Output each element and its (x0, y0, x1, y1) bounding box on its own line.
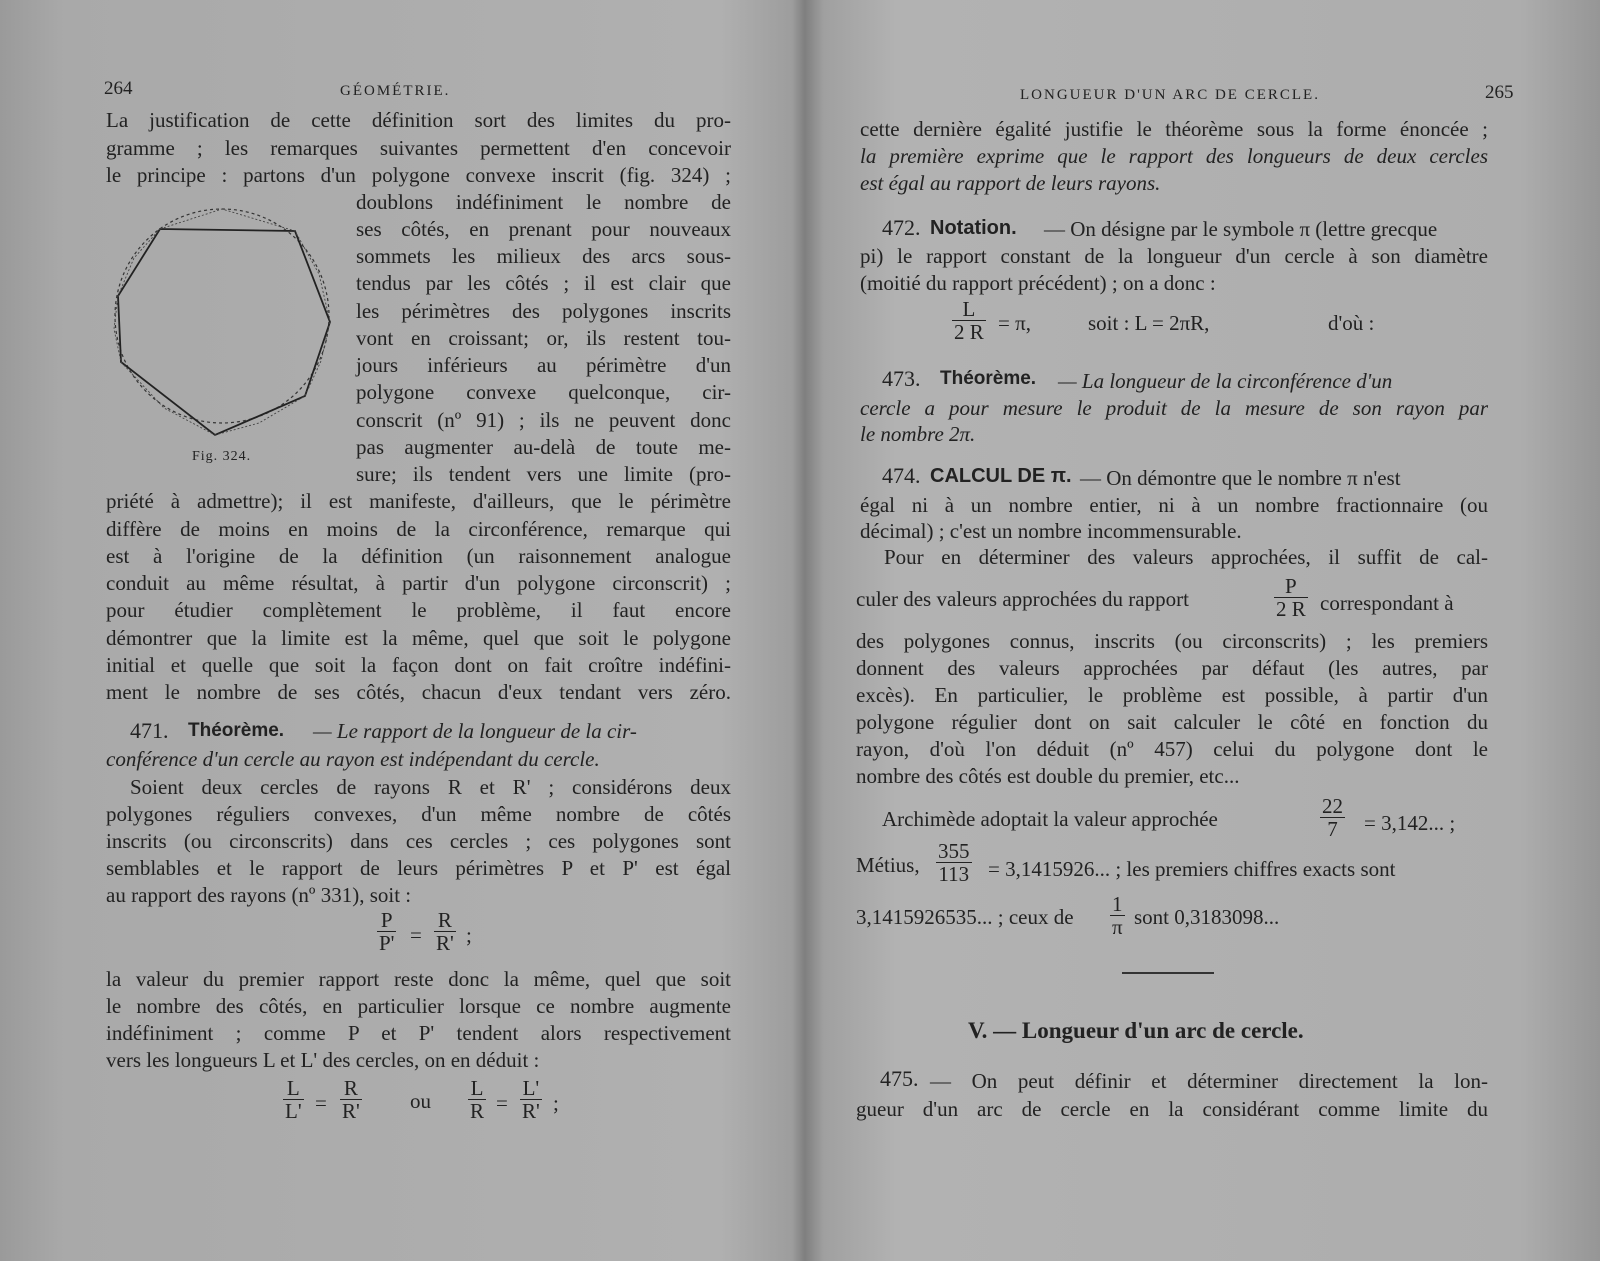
page-number: 264 (104, 78, 133, 99)
theorem-statement: cercle a pour mesure le produit de la mesure de son rayon par (860, 396, 1488, 420)
text-line: décimal) ; c'est un nombre incommensurable. (860, 519, 1242, 543)
text-line: tendus par les côtés ; il est clair que (356, 271, 731, 295)
text-line: indéfiniment ; comme P et P' tendent alors respectivement (106, 1021, 731, 1045)
text-line: — On peut définir et déterminer directement la lon- (930, 1069, 1488, 1093)
numerator: L (283, 1077, 304, 1100)
text-line: conduit au même résultat, à partir d'un polygone circonscrit) ; (106, 571, 731, 595)
text-line: La justification de cette définition sort des limites du pro- (106, 108, 731, 132)
running-head: GÉOMÉTRIE. (340, 83, 451, 99)
text-line: polygone régulier dont on sait calculer le côté en fonction du (856, 710, 1488, 734)
equals-sign: = (410, 923, 422, 947)
text-line: sommets les milieux des arcs sous- (356, 244, 731, 268)
text-line: — On désigne par le symbole π (lettre grecque (1044, 217, 1438, 241)
numerator: 22 (1322, 794, 1343, 818)
text-line: le nombre des côtés, en particulier lorsque ce nombre augmente (106, 994, 731, 1018)
fraction (1110, 893, 1125, 938)
figure-324 (104, 196, 344, 446)
fraction (377, 909, 396, 954)
fraction (340, 1077, 362, 1122)
denominator: 2 R (954, 320, 984, 344)
text-line: les périmètres des polygones inscrits (356, 299, 731, 323)
text-line: culer des valeurs approchées du rapport (856, 587, 1189, 611)
text-line: Archimède adoptait la valeur approchée (882, 807, 1218, 831)
denominator: R' (436, 931, 454, 955)
semicolon: ; (466, 923, 472, 947)
numerator: L' (520, 1077, 542, 1100)
equals-sign: = (315, 1091, 327, 1115)
text-line: jours inférieurs au périmètre d'un (356, 353, 731, 377)
section-title: V. — Longueur d'un arc de cercle. (968, 1018, 1304, 1043)
section-number: 472. (882, 215, 921, 240)
denominator: R (470, 1099, 485, 1123)
figure-circle (115, 209, 329, 423)
equation-rhs: = π, (998, 311, 1031, 335)
fraction (468, 1077, 486, 1122)
text-line: rayon, d'où l'on déduit (nº 457) celui du polygone dont le (856, 737, 1488, 761)
equation-soit: soit : L = 2πR, (1088, 311, 1210, 335)
theorem-label: Théorème. (188, 720, 285, 741)
fraction (520, 1077, 542, 1122)
denominator: P' (379, 931, 395, 955)
text-line: gueur d'un arc de cercle en la considérant comme limite du (856, 1097, 1488, 1121)
theorem-statement: conférence d'un cercle au rayon est indépendant du cercle. (106, 747, 600, 771)
text-line: (moitié du rapport précédent) ; on a donc : (860, 271, 1216, 295)
section-number: 474. (882, 463, 921, 488)
text-line: sure; ils tendent vers une limite (pro- (356, 462, 731, 486)
text-line: sont 0,3183098... (1134, 905, 1280, 929)
denominator: R' (522, 1099, 540, 1123)
page-number: 265 (1485, 82, 1514, 103)
numerator: R (340, 1077, 362, 1100)
text-line: égal ni à un nombre entier, ni à un nombre fractionnaire (ou (860, 493, 1488, 517)
text-line: ses côtés, en prenant pour nouveaux (356, 217, 731, 241)
text-line: gramme ; les remarques suivantes permettent d'en concevoir (106, 136, 731, 160)
text-line: des polygones connus, inscrits (ou circonscrits) ; les premiers (856, 629, 1488, 653)
denominator: R' (342, 1099, 360, 1123)
text-line: au rapport des rayons (nº 331), soit : (106, 883, 412, 907)
equals-sign: = (496, 1091, 508, 1115)
numerator: 355 (938, 839, 970, 863)
section-label: CALCUL DE π. (930, 465, 1072, 487)
text-line: polygones réguliers convexes, d'un même nombre de côtés (106, 802, 731, 826)
section-number: 471. (130, 718, 169, 743)
text-line: est égal au rapport de leurs rayons. (860, 171, 1161, 195)
denominator: L' (285, 1099, 302, 1123)
numerator: L (952, 298, 986, 321)
fraction (434, 909, 456, 954)
denominator: 2 R (1276, 597, 1306, 621)
fraction (283, 1077, 304, 1122)
text-line: Métius, (856, 853, 920, 877)
figure-caption: Fig. 324. (192, 449, 252, 464)
text-line: donnent des valeurs approchées par défaut (les autres, par (856, 656, 1488, 680)
text-line: le principe : partons d'un polygone convexe inscrit (fig. 324) ; (106, 163, 731, 187)
text-line: initial et quelle que soit la façon dont on fait croître indéfini- (106, 653, 731, 677)
denominator: 7 (1327, 817, 1338, 841)
text-line: excès). En particulier, le problème est possible, à partir d'un (856, 683, 1488, 707)
text-line: correspondant à (1320, 591, 1454, 615)
fraction (952, 298, 986, 343)
text-line: priété à admettre); il est manifeste, d'ailleurs, que le périmètre (106, 489, 731, 513)
text-line: nombre des côtés est double du premier, etc... (856, 764, 1240, 788)
theorem-statement: — La longueur de la circonférence d'un (1058, 369, 1393, 393)
fraction (1320, 795, 1345, 840)
text-line: est à l'origine de la définition (un raisonnement analogue (106, 544, 731, 568)
fraction (1274, 575, 1308, 620)
text-line: pour étudier complètement le problème, il faut encore (106, 598, 731, 622)
equation-dou: d'où : (1328, 311, 1375, 335)
text-line: vers les longueurs L et L' des cercles, on en déduit : (106, 1048, 540, 1072)
text-line: = 3,1415926... ; les premiers chiffres exacts sont (988, 857, 1396, 881)
semicolon: ; (553, 1091, 559, 1115)
notation-label: Notation. (930, 217, 1017, 239)
text-line: pi) le rapport constant de la longueur d'un cercle à son diamètre (860, 244, 1488, 268)
text-line: 3,1415926535... ; ceux de (856, 905, 1074, 929)
numerator: R (434, 909, 456, 932)
denominator: π (1112, 915, 1123, 939)
text-line: la valeur du premier rapport reste donc la même, quel que soit (106, 967, 731, 991)
text-line: polygone convexe quelconque, cir- (356, 380, 731, 404)
text-line: vont en croissant; or, ils restent tou- (356, 326, 731, 350)
text-line: démontrer que la limite est la même, quel que soit le polygone (106, 626, 731, 650)
numerator: 1 (1110, 893, 1125, 916)
text-line: ment le nombre de ses côtés, chacun d'eux tendant vers zéro. (106, 680, 731, 704)
text-line: inscrits (ou circonscrits) dans ces cercles ; ces polygones sont (106, 829, 731, 853)
text-line: diffère de moins en moins de la circonférence, remarque qui (106, 517, 731, 541)
text-line: doublons indéfiniment le nombre de (356, 190, 731, 214)
section-number: 475. (880, 1066, 919, 1091)
text-line: = 3,142... ; (1364, 811, 1456, 835)
text-line: conscrit (nº 91) ; ils ne peuvent donc (356, 408, 731, 432)
text-line: — On démontre que le nombre π n'est (1080, 466, 1401, 490)
theorem-label: Théorème. (940, 368, 1037, 389)
text-line: Pour en déterminer des valeurs approchées, il suffit de cal- (884, 545, 1488, 569)
figure-doubled-polygon (114, 209, 330, 435)
text-line: Soient deux cercles de rayons R et R' ; considérons deux (130, 775, 731, 799)
text-line: semblables et le rapport de leurs périmètres P et P' est égal (106, 856, 731, 880)
running-head: LONGUEUR D'UN ARC DE CERCLE. (1020, 87, 1320, 103)
denominator: 113 (938, 862, 970, 886)
numerator: L (468, 1077, 486, 1100)
section-divider (1122, 972, 1214, 974)
right-page (812, 0, 1600, 1261)
text-line: pas augmenter au-delà de toute me- (356, 435, 731, 459)
theorem-statement: — Le rapport de la longueur de la cir- (313, 719, 637, 743)
theorem-statement: le nombre 2π. (860, 422, 976, 446)
numerator: P (1274, 575, 1308, 598)
text-line: cette dernière égalité justifie le théorème sous la forme énoncée ; (860, 117, 1488, 141)
numerator: P (377, 909, 396, 932)
ou-word: ou (410, 1089, 431, 1113)
section-number: 473. (882, 366, 921, 391)
text-line: la première exprime que le rapport des longueurs de deux cercles (860, 144, 1488, 168)
figure-inscribed-polygon (118, 229, 330, 435)
fraction (936, 840, 972, 885)
